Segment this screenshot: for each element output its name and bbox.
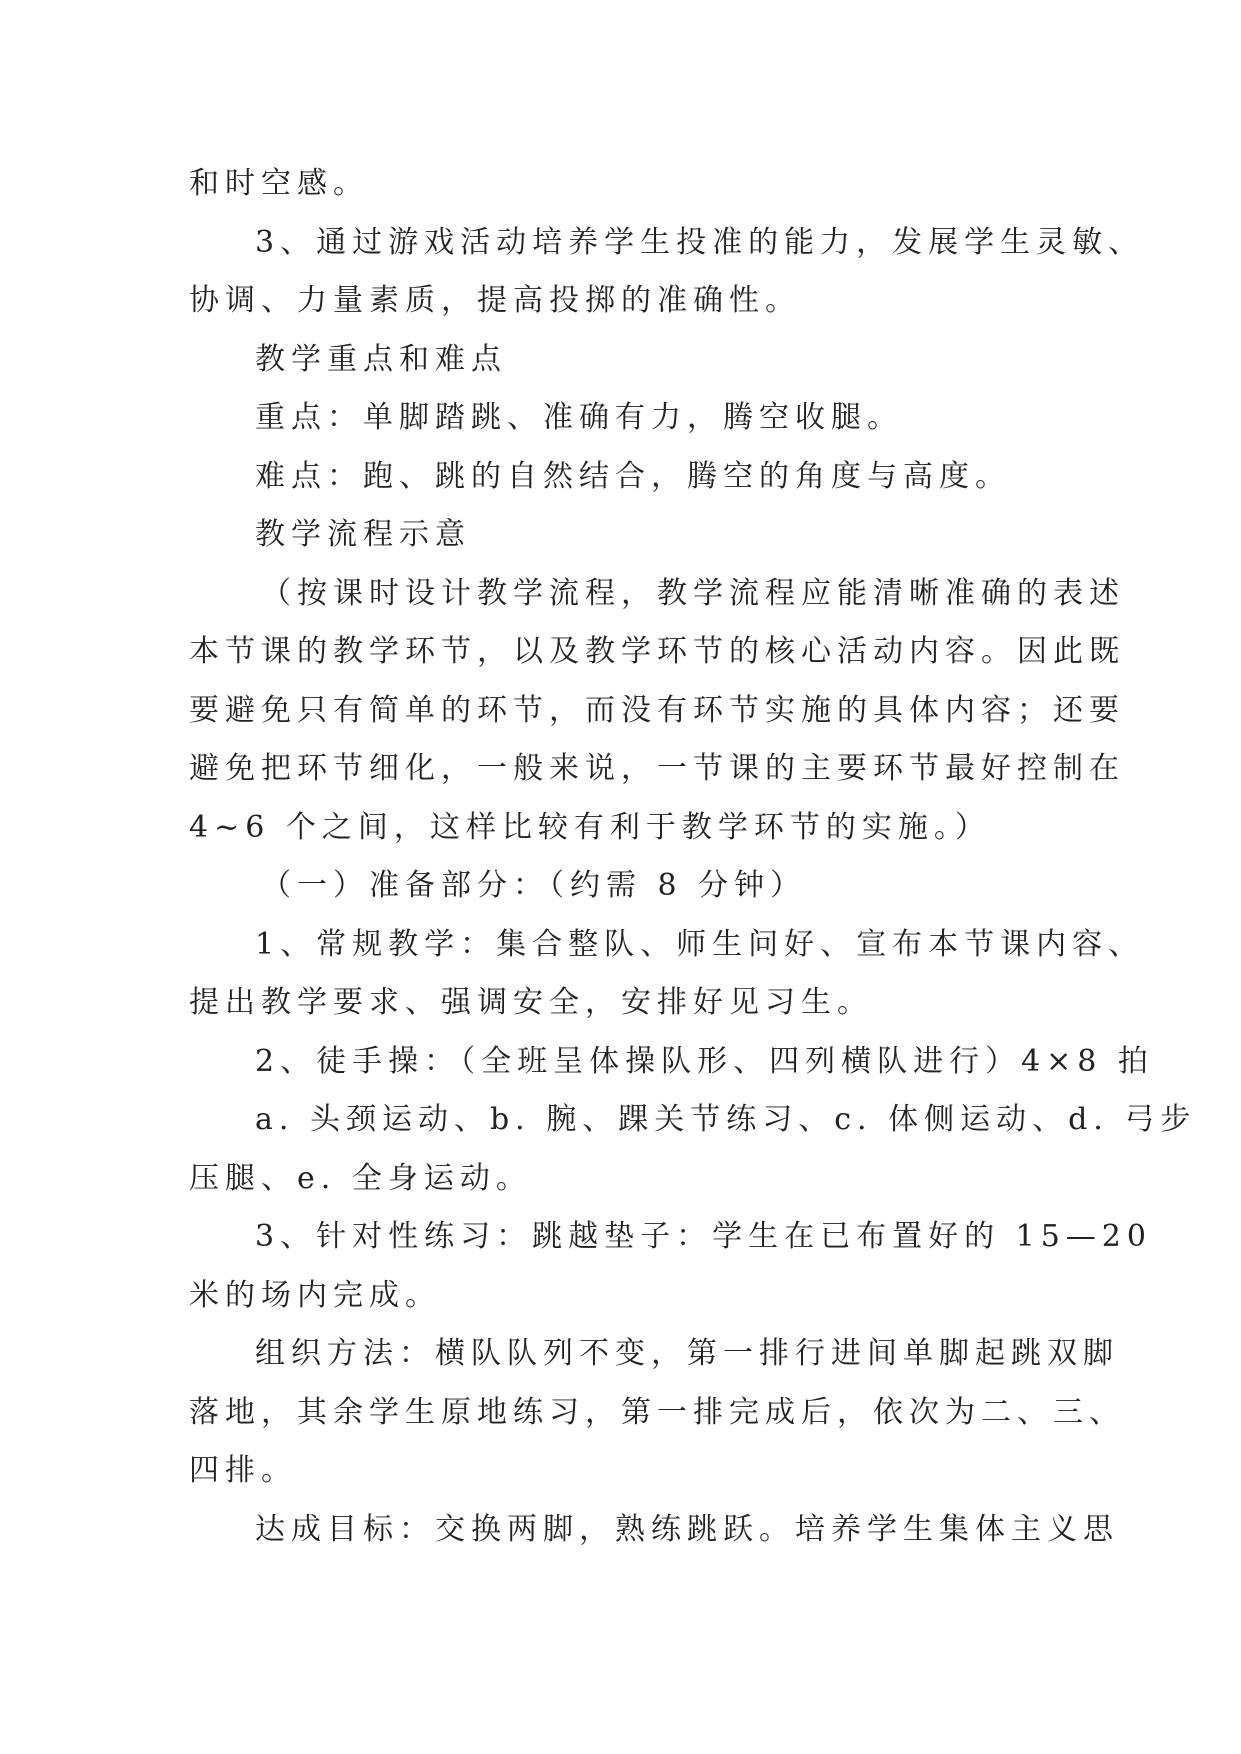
text-line: 落地，其余学生原地练习，第一排完成后，依次为二、三、 <box>189 1394 1125 1430</box>
text-line: 达成目标：交换两脚，熟练跳跃。培养学生集体主义思 <box>255 1511 1119 1547</box>
text-line: 3、通过游戏活动培养学生投准的能力，发展学生灵敏、 <box>255 224 1145 260</box>
text-line: 协调、力量素质，提高投掷的准确性。 <box>189 283 801 318</box>
text-line: 避免把环节细化，一般来说，一节课的主要环节最好控制在 <box>189 751 1125 786</box>
section-heading: 教学重点和难点 <box>255 341 507 377</box>
text-line: 3、针对性练习：跳越垫子：学生在已布置好的 15—20 <box>255 1219 1152 1254</box>
text-line: 米的场内完成。 <box>189 1277 441 1313</box>
text-line: 本节课的教学环节，以及教学环节的核心活动内容。因此既 <box>189 634 1125 669</box>
text-line: 重点：单脚踏跳、准确有力，腾空收腿。 <box>255 400 903 435</box>
text-line: a. 头颈运动、b. 腕、踝关节练习、c. 体侧运动、d. 弓步 <box>255 1102 1197 1137</box>
text-line: （按课时设计教学流程，教学流程应能清晰准确的表述 <box>261 575 1125 611</box>
text-line: 四排。 <box>189 1453 297 1488</box>
text-line: 2、徒手操：（全班呈体操队形、四列横队进行）4×8 拍 <box>255 1043 1154 1079</box>
text-line: 4~6 个之间，这样比较有利于教学环节的实施。） <box>189 809 991 845</box>
text-line: 1、常规教学：集合整队、师生问好、宣布本节课内容、 <box>255 926 1145 962</box>
text-line: 压腿、e. 全身运动。 <box>189 1160 532 1196</box>
text-line: 要避免只有简单的环节，而没有环节实施的具体内容；还要 <box>189 692 1125 728</box>
section-heading: 教学流程示意 <box>255 517 471 552</box>
document-body <box>189 155 1197 1559</box>
text-line: 提出教学要求、强调安全，安排好见习生。 <box>189 985 873 1020</box>
text-line: 组织方法：横队队列不变，第一排行进间单脚起跳双脚 <box>255 1336 1119 1371</box>
text-line: 和时空感。 <box>189 166 369 201</box>
section-heading: （一）准备部分：（约需 8 分钟） <box>261 868 807 903</box>
text-line: 难点：跑、跳的自然结合，腾空的角度与高度。 <box>255 458 1011 494</box>
